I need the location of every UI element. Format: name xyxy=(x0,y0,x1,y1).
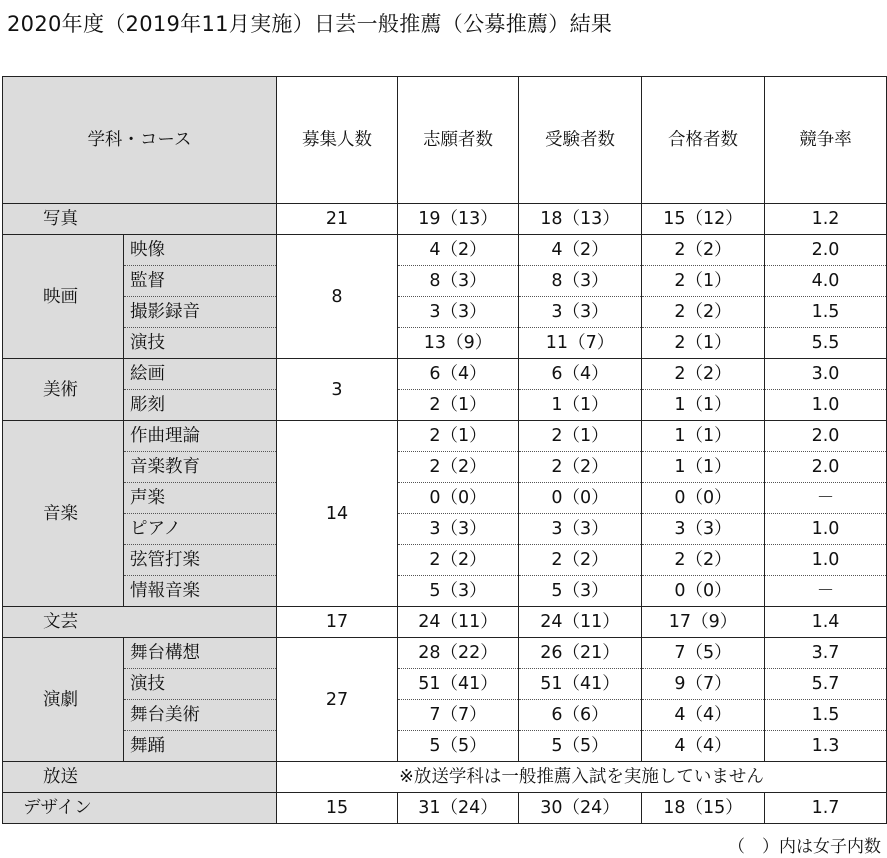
table-row xyxy=(3,576,887,607)
passed-cell: 7（5） xyxy=(642,638,765,669)
ratio-cell: － xyxy=(765,483,887,514)
table-row xyxy=(3,390,887,421)
quota-cell: 21 xyxy=(277,204,398,235)
table-row xyxy=(3,452,887,483)
table-row xyxy=(3,359,887,390)
examinees-cell: 51（41） xyxy=(519,669,642,700)
course-name: 映像 xyxy=(124,235,277,266)
passed-cell: 2（2） xyxy=(642,359,765,390)
applicants-cell: 19（13） xyxy=(398,204,519,235)
applicants-cell: 6（4） xyxy=(398,359,519,390)
applicants-cell: 5（3） xyxy=(398,576,519,607)
results-table xyxy=(2,76,887,824)
applicants-cell: 2（2） xyxy=(398,545,519,576)
table-row xyxy=(3,204,887,235)
applicants-cell: 0（0） xyxy=(398,483,519,514)
examinees-cell: 5（5） xyxy=(519,731,642,762)
applicants-cell: 13（9） xyxy=(398,328,519,359)
table-row xyxy=(3,235,887,266)
passed-cell: 2（1） xyxy=(642,328,765,359)
examinees-cell: 5（3） xyxy=(519,576,642,607)
course-name: 音楽教育 xyxy=(124,452,277,483)
table-row xyxy=(3,328,887,359)
passed-cell: 2（2） xyxy=(642,545,765,576)
dept-name: 写真 xyxy=(3,204,277,235)
examinees-cell: 6（4） xyxy=(519,359,642,390)
header-examinees: 受験者数 xyxy=(519,77,642,204)
course-name: 情報音楽 xyxy=(124,576,277,607)
ratio-cell: 2.0 xyxy=(765,235,887,266)
examinees-cell: 0（0） xyxy=(519,483,642,514)
dept-name: 映画 xyxy=(3,235,124,359)
applicants-cell: 4（2） xyxy=(398,235,519,266)
ratio-cell: 1.5 xyxy=(765,297,887,328)
examinees-cell: 2（2） xyxy=(519,452,642,483)
table-row xyxy=(3,421,887,452)
quota-cell: 17 xyxy=(277,607,398,638)
applicants-cell: 3（3） xyxy=(398,514,519,545)
dept-name: 美術 xyxy=(3,359,124,421)
course-name: ピアノ xyxy=(124,514,277,545)
table-row xyxy=(3,669,887,700)
passed-cell: 17（9） xyxy=(642,607,765,638)
passed-cell: 3（3） xyxy=(642,514,765,545)
not-offered-note: ※放送学科は一般推薦入試を実施していません xyxy=(277,762,887,793)
ratio-cell: 1.2 xyxy=(765,204,887,235)
course-name: 舞踊 xyxy=(124,731,277,762)
table-row xyxy=(3,297,887,328)
quota-cell: 3 xyxy=(277,359,398,421)
ratio-cell: 5.7 xyxy=(765,669,887,700)
dept-name: 放送 xyxy=(3,762,277,793)
dept-name: デザイン xyxy=(3,793,277,824)
passed-cell: 2（2） xyxy=(642,235,765,266)
examinees-cell: 8（3） xyxy=(519,266,642,297)
passed-cell: 9（7） xyxy=(642,669,765,700)
table-row xyxy=(3,731,887,762)
passed-cell: 0（0） xyxy=(642,483,765,514)
examinees-cell: 30（24） xyxy=(519,793,642,824)
examinees-cell: 2（2） xyxy=(519,545,642,576)
applicants-cell: 2（2） xyxy=(398,452,519,483)
table-row xyxy=(3,700,887,731)
table-row xyxy=(3,514,887,545)
examinees-cell: 18（13） xyxy=(519,204,642,235)
ratio-cell: 1.0 xyxy=(765,545,887,576)
course-name: 演技 xyxy=(124,328,277,359)
dept-name: 文芸 xyxy=(3,607,277,638)
ratio-cell: － xyxy=(765,576,887,607)
ratio-cell: 1.0 xyxy=(765,514,887,545)
course-name: 作曲理論 xyxy=(124,421,277,452)
course-name: 撮影録音 xyxy=(124,297,277,328)
applicants-cell: 2（1） xyxy=(398,421,519,452)
quota-cell: 14 xyxy=(277,421,398,607)
examinees-cell: 6（6） xyxy=(519,700,642,731)
applicants-cell: 7（7） xyxy=(398,700,519,731)
ratio-cell: 4.0 xyxy=(765,266,887,297)
passed-cell: 4（4） xyxy=(642,700,765,731)
dept-name: 音楽 xyxy=(3,421,124,607)
applicants-cell: 24（11） xyxy=(398,607,519,638)
examinees-cell: 2（1） xyxy=(519,421,642,452)
passed-cell: 18（15） xyxy=(642,793,765,824)
examinees-cell: 3（3） xyxy=(519,297,642,328)
course-name: 演技 xyxy=(124,669,277,700)
table-row xyxy=(3,266,887,297)
ratio-cell: 1.7 xyxy=(765,793,887,824)
ratio-cell: 1.4 xyxy=(765,607,887,638)
course-name: 絵画 xyxy=(124,359,277,390)
examinees-cell: 26（21） xyxy=(519,638,642,669)
footnote: （ ）内は女子内数 xyxy=(728,837,881,857)
header-quota: 募集人数 xyxy=(277,77,398,204)
passed-cell: 1（1） xyxy=(642,390,765,421)
table-row xyxy=(3,545,887,576)
ratio-cell: 1.3 xyxy=(765,731,887,762)
dept-name: 演劇 xyxy=(3,638,124,762)
applicants-cell: 28（22） xyxy=(398,638,519,669)
ratio-cell: 1.5 xyxy=(765,700,887,731)
examinees-cell: 1（1） xyxy=(519,390,642,421)
ratio-cell: 2.0 xyxy=(765,421,887,452)
examinees-cell: 4（2） xyxy=(519,235,642,266)
passed-cell: 0（0） xyxy=(642,576,765,607)
ratio-cell: 3.7 xyxy=(765,638,887,669)
passed-cell: 4（4） xyxy=(642,731,765,762)
course-name: 声楽 xyxy=(124,483,277,514)
ratio-cell: 1.0 xyxy=(765,390,887,421)
examinees-cell: 11（7） xyxy=(519,328,642,359)
table-header-row xyxy=(3,77,887,204)
table-row xyxy=(3,483,887,514)
header-course: 学科・コース xyxy=(3,77,277,204)
header-applicants: 志願者数 xyxy=(398,77,519,204)
examinees-cell: 24（11） xyxy=(519,607,642,638)
course-name: 弦管打楽 xyxy=(124,545,277,576)
ratio-cell: 2.0 xyxy=(765,452,887,483)
header-passed: 合格者数 xyxy=(642,77,765,204)
passed-cell: 15（12） xyxy=(642,204,765,235)
applicants-cell: 2（1） xyxy=(398,390,519,421)
applicants-cell: 31（24） xyxy=(398,793,519,824)
ratio-cell: 3.0 xyxy=(765,359,887,390)
quota-cell: 15 xyxy=(277,793,398,824)
course-name: 舞台構想 xyxy=(124,638,277,669)
course-name: 監督 xyxy=(124,266,277,297)
course-name: 彫刻 xyxy=(124,390,277,421)
examinees-cell: 3（3） xyxy=(519,514,642,545)
course-name: 舞台美術 xyxy=(124,700,277,731)
quota-cell: 8 xyxy=(277,235,398,359)
table-row xyxy=(3,762,887,793)
passed-cell: 1（1） xyxy=(642,421,765,452)
table-row xyxy=(3,638,887,669)
quota-cell: 27 xyxy=(277,638,398,762)
passed-cell: 2（1） xyxy=(642,266,765,297)
table-row xyxy=(3,793,887,824)
applicants-cell: 3（3） xyxy=(398,297,519,328)
passed-cell: 1（1） xyxy=(642,452,765,483)
applicants-cell: 8（3） xyxy=(398,266,519,297)
table-row xyxy=(3,607,887,638)
applicants-cell: 5（5） xyxy=(398,731,519,762)
applicants-cell: 51（41） xyxy=(398,669,519,700)
header-ratio: 競争率 xyxy=(765,77,887,204)
passed-cell: 2（2） xyxy=(642,297,765,328)
ratio-cell: 5.5 xyxy=(765,328,887,359)
page-title: 2020年度（2019年11月実施）日芸一般推薦（公募推薦）結果 xyxy=(7,12,613,36)
